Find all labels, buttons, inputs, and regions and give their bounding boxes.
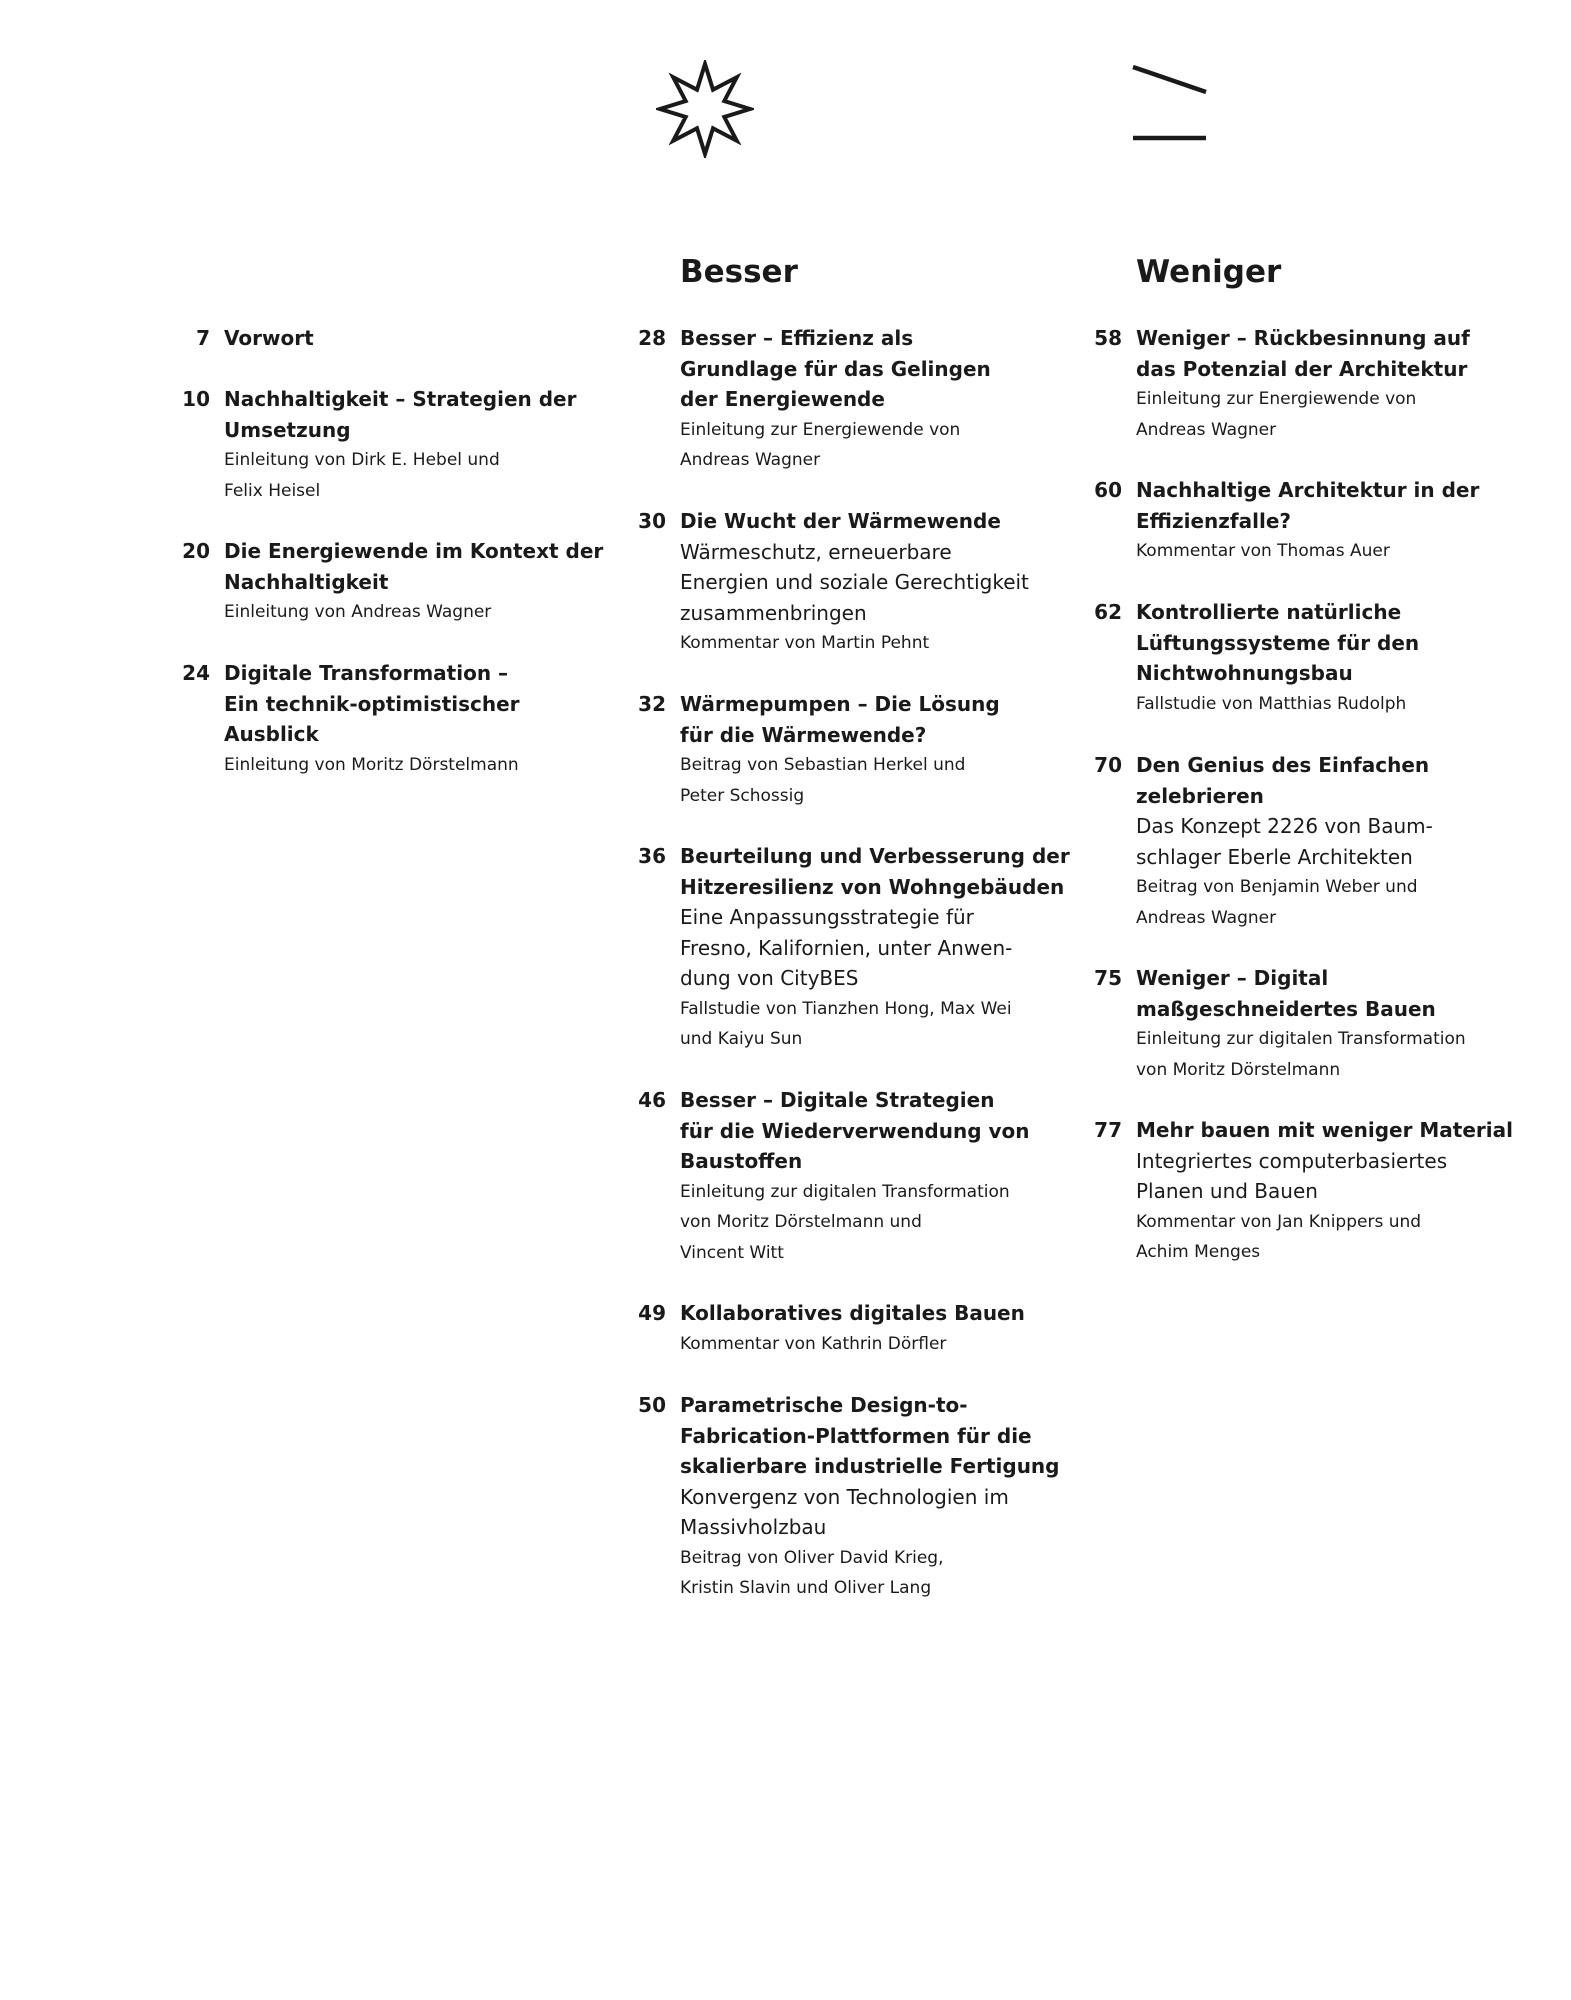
page-number: 30	[638, 509, 666, 533]
eight-point-star-icon	[656, 60, 754, 158]
entry-title: Die Energiewende im Kontext der	[224, 539, 604, 563]
entry-title: Besser – Effizienz als	[680, 326, 914, 350]
page-number: 49	[638, 1301, 666, 1325]
entry-title: Besser – Digitale Strategien	[680, 1088, 995, 1112]
entry-title: Den Genius des Einfachen	[1136, 753, 1430, 777]
entry-author: Andreas Wagner	[1136, 419, 1277, 440]
entry-title: Fabrication-Plattformen für die	[680, 1423, 1032, 1448]
entry-author: Peter Schossig	[680, 785, 805, 806]
entry-title: Vorwort	[224, 326, 314, 350]
entry-author: Beitrag von Oliver David Krieg,	[680, 1547, 944, 1568]
entry-author: Kommentar von Thomas Auer	[1136, 541, 1390, 561]
entry-subtitle: schlager Eberle Architekten	[1136, 844, 1413, 869]
entry-title: zelebrieren	[1136, 783, 1264, 808]
entry-subtitle: Energien und soziale Gerechtigkeit	[680, 570, 1029, 594]
page-number: 50	[638, 1393, 666, 1417]
entry-title: Die Wucht der Wärmewende	[680, 509, 1001, 533]
entry-title: Kollaboratives digitales Bauen	[680, 1301, 1025, 1325]
page-number: 20	[182, 539, 210, 563]
entry-title: Umsetzung	[224, 417, 351, 442]
page-number: 36	[638, 844, 666, 868]
entry-title: Mehr bauen mit weniger Material	[1136, 1118, 1514, 1142]
entry-author: Einleitung zur digitalen Transformation	[680, 1181, 1010, 1202]
page-number: 32	[638, 692, 666, 716]
entry-subtitle: Planen und Bauen	[1136, 1179, 1318, 1203]
page-number: 10	[182, 387, 210, 411]
page-number: 77	[1094, 1118, 1122, 1142]
entry-title: Weniger – Digital	[1136, 966, 1329, 990]
entry-title: Nachhaltigkeit – Strategien der	[224, 387, 577, 411]
entry-title: Weniger – Rückbesinnung auf	[1136, 326, 1470, 350]
entry-title: für die Wärmewende?	[680, 722, 927, 747]
entry-author: Kommentar von Kathrin Dörfler	[680, 1333, 947, 1354]
page-number: 62	[1094, 600, 1122, 624]
entry-title: Baustoffen	[680, 1149, 803, 1173]
section-heading-besser: Besser	[680, 254, 798, 290]
entry-title: das Potenzial der Architektur	[1136, 356, 1468, 381]
entry-author: Vincent Witt	[680, 1242, 784, 1263]
entry-author: Einleitung zur digitalen Transformation	[1136, 1029, 1466, 1049]
entry-author: Fallstudie von Tianzhen Hong, Max Wei	[680, 998, 1012, 1019]
entry-author: und Kaiyu Sun	[680, 1029, 803, 1049]
entry-author: Einleitung von Dirk E. Hebel und	[224, 450, 500, 470]
entry-subtitle: Wärmeschutz, erneuerbare	[680, 539, 952, 564]
entry-author: von Moritz Dörstelmann	[1136, 1059, 1341, 1080]
entry-author: Fallstudie von Matthias Rudolph	[1136, 693, 1407, 714]
entry-title: Nachhaltige Architektur in der	[1136, 478, 1480, 502]
slash-over-line-icon	[1130, 60, 1210, 150]
entry-author: von Moritz Dörstelmann und	[680, 1212, 922, 1232]
entry-author: Einleitung von Moritz Dörstelmann	[224, 754, 519, 775]
entry-title: Wärmepumpen – Die Lösung	[680, 692, 1000, 716]
entry-subtitle: zusammenbringen	[680, 600, 867, 625]
page-number: 58	[1094, 326, 1122, 350]
page-number: 7	[196, 326, 210, 350]
page-number: 70	[1094, 753, 1122, 777]
entry-title: Hitzeresilienz von Wohngebäuden	[680, 874, 1065, 899]
page-number: 46	[638, 1088, 666, 1112]
entry-title: skalierbare industrielle Fertigung	[680, 1454, 1060, 1478]
entry-title: Effizienzfalle?	[1136, 508, 1291, 533]
entry-author: Achim Menges	[1136, 1242, 1261, 1262]
entry-title: der Energiewende	[680, 387, 885, 411]
entry-subtitle: Das Konzept 2226 von Baum-	[1136, 814, 1433, 838]
entry-author: Einleitung von Andreas Wagner	[224, 602, 492, 622]
entry-subtitle: Eine Anpassungsstrategie für	[680, 905, 974, 929]
entry-author: Felix Heisel	[224, 480, 321, 501]
entry-author: Beitrag von Sebastian Herkel und	[680, 755, 966, 775]
page-number: 75	[1094, 966, 1122, 990]
entry-title: maßgeschneidertes Bauen	[1136, 996, 1436, 1021]
entry-subtitle: Massivholzbau	[680, 1515, 827, 1539]
entry-subtitle: dung von CityBES	[680, 966, 859, 990]
entry-subtitle: Fresno, Kalifornien, unter Anwen-	[680, 935, 1013, 960]
entry-subtitle: Konvergenz von Technologien im	[680, 1484, 1009, 1509]
entry-author: Einleitung zur Energiewende von	[1136, 389, 1417, 409]
entry-author: Kommentar von Martin Pehnt	[680, 633, 930, 653]
entry-title: für die Wiederverwendung von	[680, 1118, 1030, 1143]
entry-author: Andreas Wagner	[1136, 907, 1277, 928]
page-number: 60	[1094, 478, 1122, 502]
page-number: 24	[182, 661, 210, 685]
entry-title: Parametrische Design-to-	[680, 1393, 968, 1417]
entry-author: Kristin Slavin und Oliver Lang	[680, 1578, 932, 1598]
entry-title: Nachhaltigkeit	[224, 569, 389, 594]
entry-subtitle: Integriertes computerbasiertes	[1136, 1148, 1448, 1173]
entry-author: Einleitung zur Energiewende von	[680, 419, 961, 440]
entry-title: Kontrollierte natürliche	[1136, 600, 1402, 624]
entry-title: Beurteilung und Verbesserung der	[680, 844, 1070, 868]
entry-author: Andreas Wagner	[680, 450, 821, 470]
entry-title: Ausblick	[224, 722, 319, 746]
entry-title: Ein technik-optimistischer	[224, 691, 520, 716]
entry-author: Beitrag von Benjamin Weber und	[1136, 877, 1418, 897]
entry-title: Digitale Transformation –	[224, 661, 509, 685]
entry-title: Grundlage für das Gelingen	[680, 356, 991, 381]
entry-title: Nichtwohnungsbau	[1136, 661, 1353, 685]
section-heading-weniger: Weniger	[1136, 254, 1282, 290]
page-number: 28	[638, 326, 666, 350]
entry-title: Lüftungssysteme für den	[1136, 630, 1420, 655]
entry-author: Kommentar von Jan Knippers und	[1136, 1211, 1422, 1232]
